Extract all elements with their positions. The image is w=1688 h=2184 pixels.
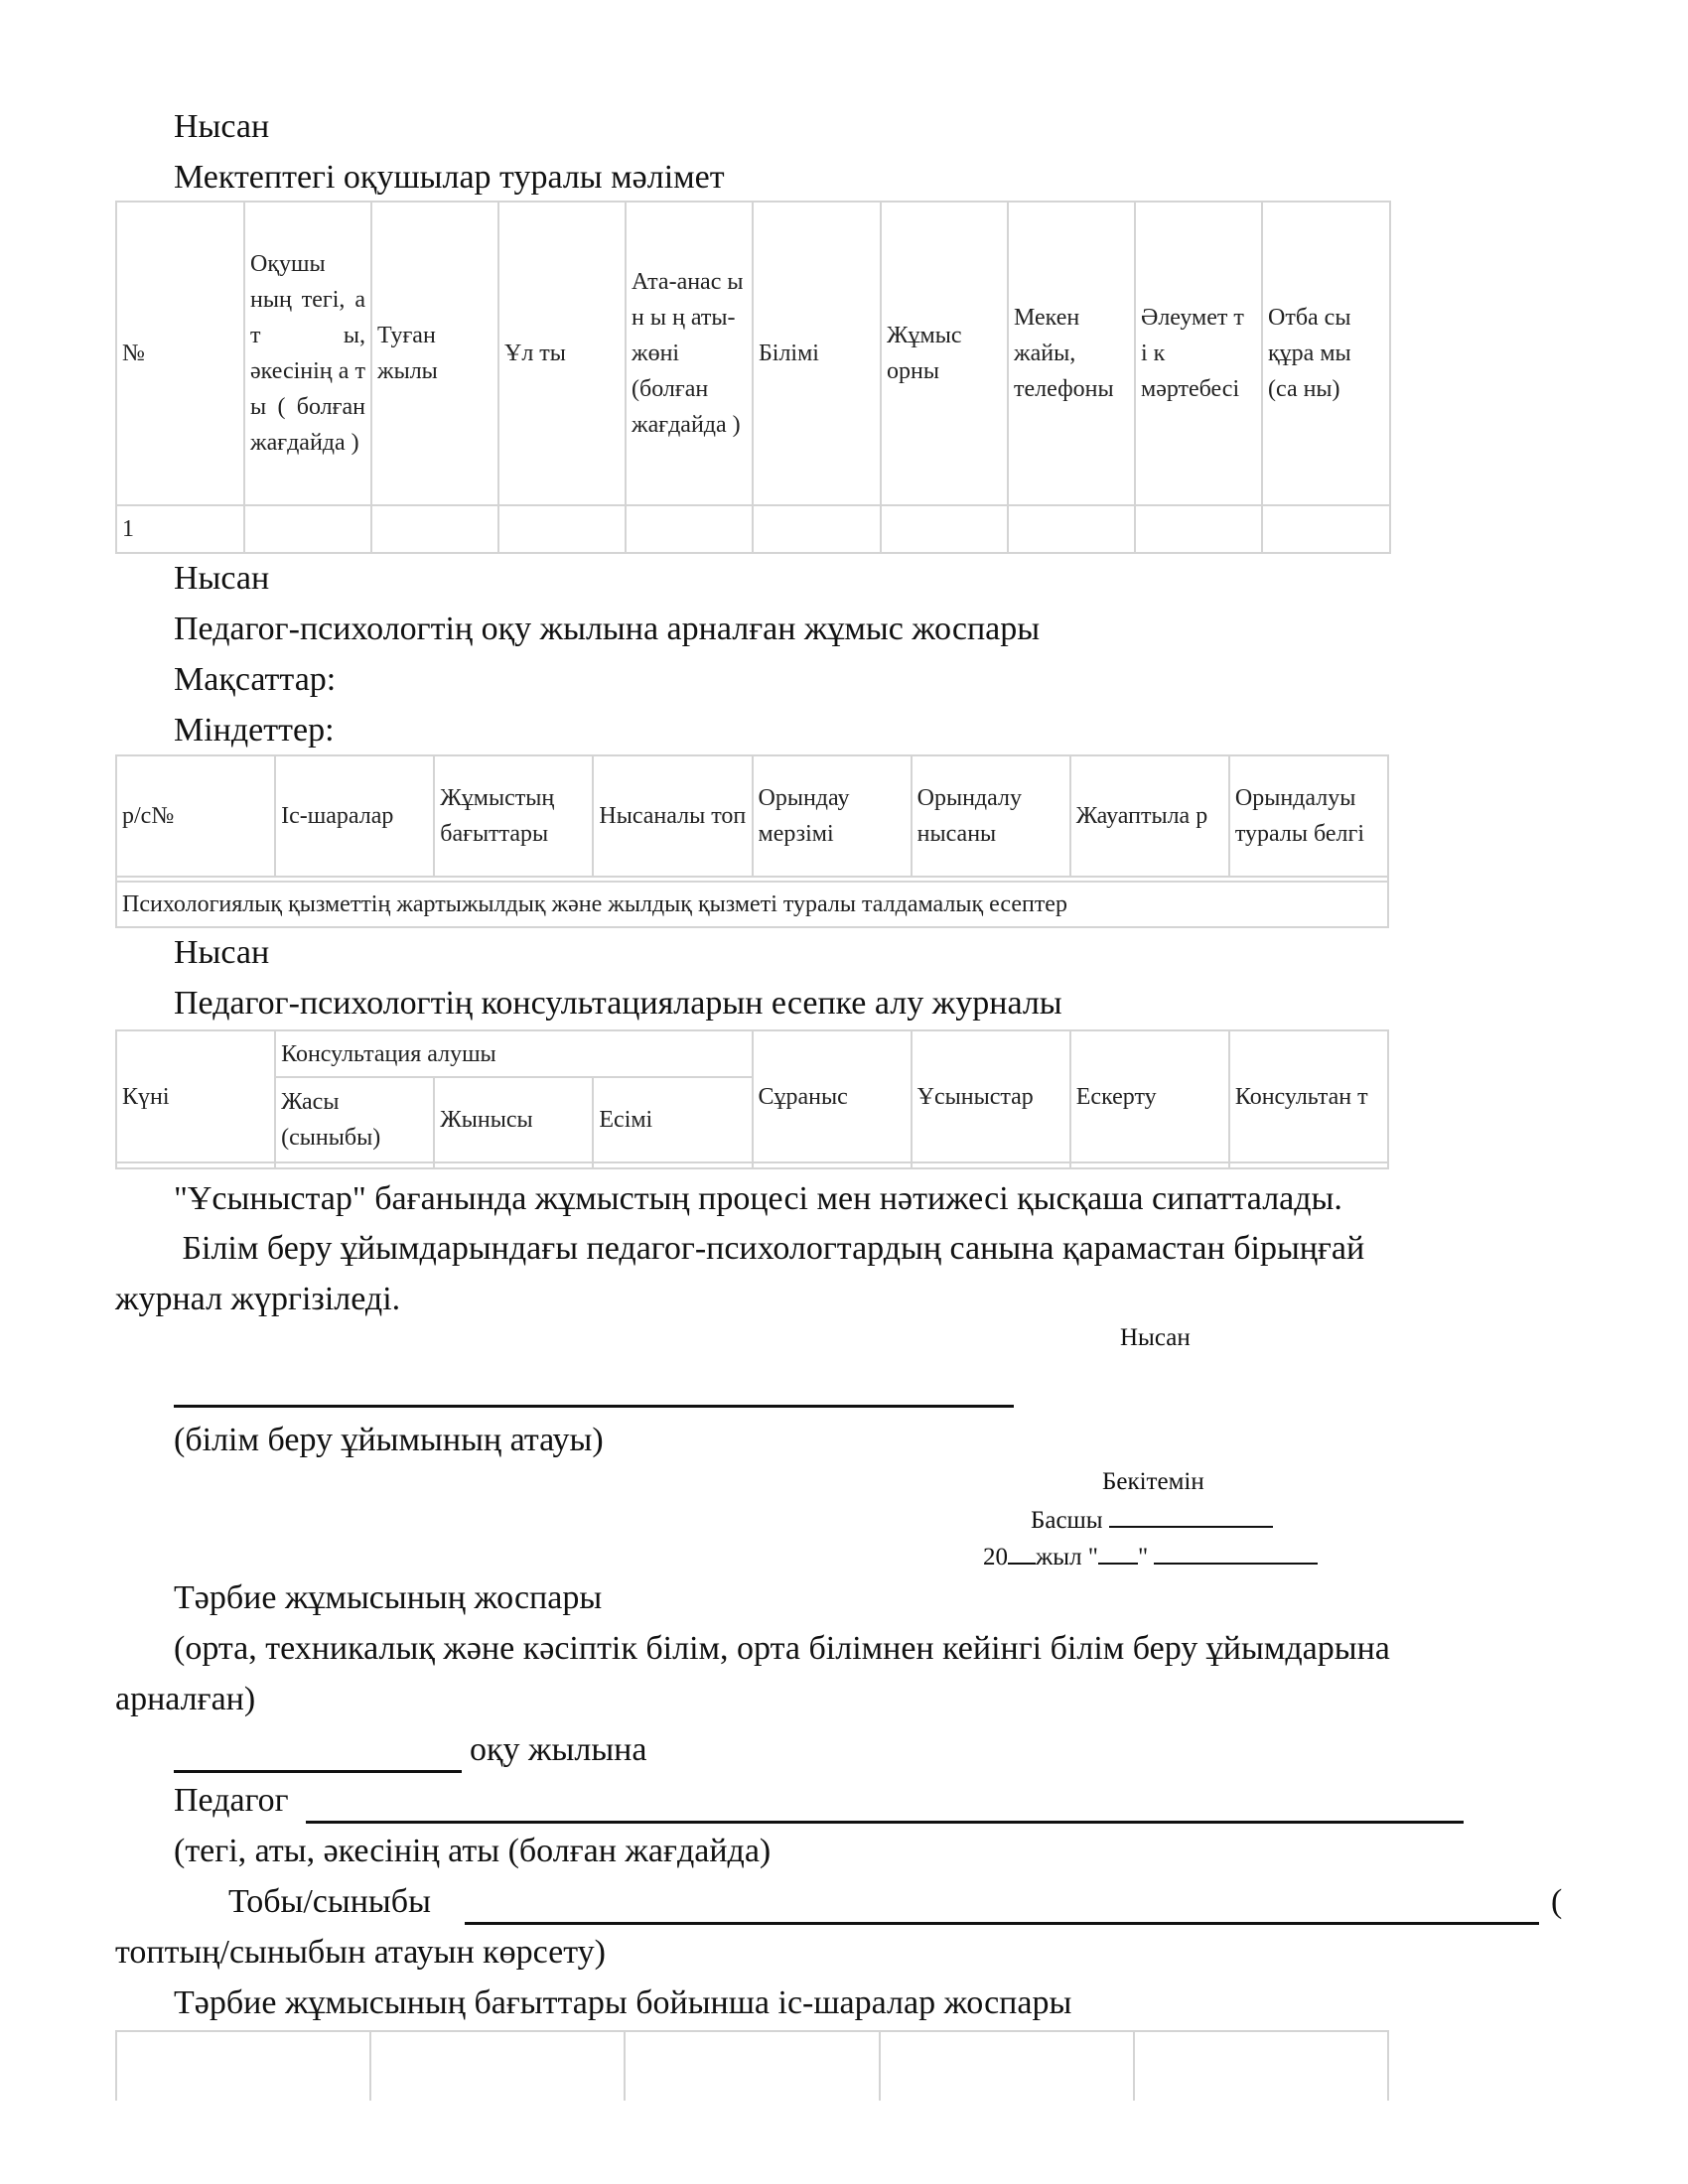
table-cell <box>753 505 881 553</box>
activities-plan-table <box>115 2030 1389 2101</box>
section-title-consultations: Педагог-психологтің консультацияларын есепке алу журналы <box>174 985 1062 1022</box>
header-cell-group: Консультация алушы <box>275 1030 752 1077</box>
day-blank[interactable] <box>1098 1539 1138 1565</box>
table-cell <box>625 2031 879 2101</box>
table-row <box>116 882 1388 927</box>
education-plan-subtitle: (орта, техникалық және кәсіптік білім, орта білімнен кейінгі білім беру ұйымдарына <box>174 1630 1390 1667</box>
header-cell: Жауаптыла р <box>1070 755 1229 877</box>
table-cell: 1 <box>116 505 244 553</box>
teacher-name-line[interactable] <box>306 1821 1464 1824</box>
table-cell <box>370 2031 625 2101</box>
education-plan-subtitle-cont: арналған) <box>115 1681 256 1717</box>
header-cell: Орындау мерзімі <box>753 755 912 877</box>
header-cell: Консультан т <box>1229 1030 1388 1162</box>
header-cell: Орындалу нысаны <box>912 755 1070 877</box>
note-single-journal-cont: журнал жүргізіледі. <box>115 1281 401 1317</box>
teacher-label: Педагог <box>174 1782 289 1819</box>
header-cell: Ата-анас ы н ы ң аты-жөні (болған жағдайда ) <box>626 202 753 505</box>
month-blank[interactable] <box>1154 1539 1318 1565</box>
header-cell: Туған жылы <box>371 202 498 505</box>
header-cell: № <box>116 202 244 505</box>
header-cell: Іс-шаралар <box>275 755 434 877</box>
date-year-word: жыл <box>1036 1544 1082 1570</box>
teacher-caption: (тегі, аты, әкесінің аты (болған жағдайда) <box>174 1833 772 1869</box>
form-label-4: Нысан <box>1120 1324 1191 1351</box>
approval-date: 20 жыл " " <box>983 1539 1318 1572</box>
table-cell <box>116 2031 370 2101</box>
table-cell <box>1135 505 1262 553</box>
table-row <box>116 2031 1388 2101</box>
header-cell: Сұраныс <box>753 1030 912 1162</box>
table-cell <box>498 505 626 553</box>
table-cell <box>1262 505 1390 553</box>
education-plan-title: Тәрбие жұмысының жоспары <box>174 1579 603 1616</box>
date-prefix: 20 <box>983 1544 1008 1570</box>
header-cell: Нысаналы топ <box>593 755 752 877</box>
table-cell <box>371 505 498 553</box>
tasks-label: Міндеттер: <box>174 712 335 749</box>
form-label-1: Нысан <box>174 108 270 145</box>
table-cell <box>1008 505 1135 553</box>
goals-label: Мақсаттар: <box>174 661 337 698</box>
table-cell <box>881 505 1008 553</box>
group-label: Тобы/сыныбы <box>228 1883 431 1920</box>
section-title-students: Мектептегі оқушылар туралы мәлімет <box>174 159 725 196</box>
table-cell <box>880 2031 1134 2101</box>
table-header-row <box>116 202 1390 505</box>
subheader-cell: Жынысы <box>434 1077 593 1162</box>
work-plan-table <box>115 754 1389 928</box>
students-table <box>115 201 1391 554</box>
header-cell: Әлеумет т і к мәртебесі <box>1135 202 1262 505</box>
subheader-cell: Есімі <box>593 1077 752 1162</box>
full-width-cell: Психологиялық қызметтің жартыжылдық және жылдық қызметі туралы талдамалық есептер <box>116 882 1388 927</box>
group-name-line[interactable] <box>465 1922 1539 1925</box>
header-cell: Мекен жайы, телефоны <box>1008 202 1135 505</box>
table-cell <box>1134 2031 1388 2101</box>
table-cell <box>626 505 753 553</box>
head-label: Басшы <box>1031 1507 1103 1534</box>
header-cell: Оқушы ның тегі, а т ы, әкесінің а т ы ( болған жағдайда ) <box>244 202 371 505</box>
table-cell <box>244 505 371 553</box>
head-signature-line[interactable] <box>1109 1502 1273 1528</box>
form-label-3: Нысан <box>174 934 270 971</box>
subheader-cell: Жасы (сыныбы) <box>275 1077 434 1162</box>
group-caption-open: ( <box>1551 1883 1563 1920</box>
table-row <box>116 1162 1388 1168</box>
org-name-line[interactable] <box>174 1405 1014 1408</box>
header-cell-date: Күні <box>116 1030 275 1162</box>
note-single-journal: Білім беру ұйымдарындағы педагог-психологтардың санына қарамастан бірыңғай <box>174 1230 1365 1267</box>
header-cell: Жұмыс орны <box>881 202 1008 505</box>
year-blank[interactable] <box>1008 1539 1036 1565</box>
head-signature <box>1031 1502 1273 1536</box>
header-cell: Отба сы құра мы (са ны) <box>1262 202 1390 505</box>
approve-label: Бекітемін <box>1102 1468 1204 1495</box>
header-cell: Жұмыстың бағыттары <box>434 755 593 877</box>
academic-year-line[interactable] <box>174 1770 462 1773</box>
consultations-table <box>115 1029 1389 1169</box>
note-recommendations: "Ұсыныстар" бағанында жұмыстың процесі мен нәтижесі қысқаша сипатталады. <box>174 1180 1342 1217</box>
table-header-row <box>116 1030 1388 1077</box>
group-caption: топтың/сыныбын атауын көрсету) <box>115 1934 606 1971</box>
section-title-work-plan: Педагог-психологтің оқу жылына арналған жұмыс жоспары <box>174 611 1041 647</box>
header-cell: Ұл ты <box>498 202 626 505</box>
header-cell: Білімі <box>753 202 881 505</box>
org-name-caption: (білім беру ұйымының атауы) <box>174 1422 604 1458</box>
header-cell: Ұсыныстар <box>912 1030 1070 1162</box>
activities-plan-title: Тәрбие жұмысының бағыттары бойынша іс-шаралар жоспары <box>174 1984 1072 2021</box>
form-label-2: Нысан <box>174 560 270 597</box>
table-row <box>116 505 1390 553</box>
table-header-row <box>116 755 1388 877</box>
header-cell: Ескерту <box>1070 1030 1229 1162</box>
header-cell: Орындалуы туралы белгі <box>1229 755 1388 877</box>
header-cell: р/с№ <box>116 755 275 877</box>
academic-year-label: оқу жылына <box>470 1731 647 1768</box>
